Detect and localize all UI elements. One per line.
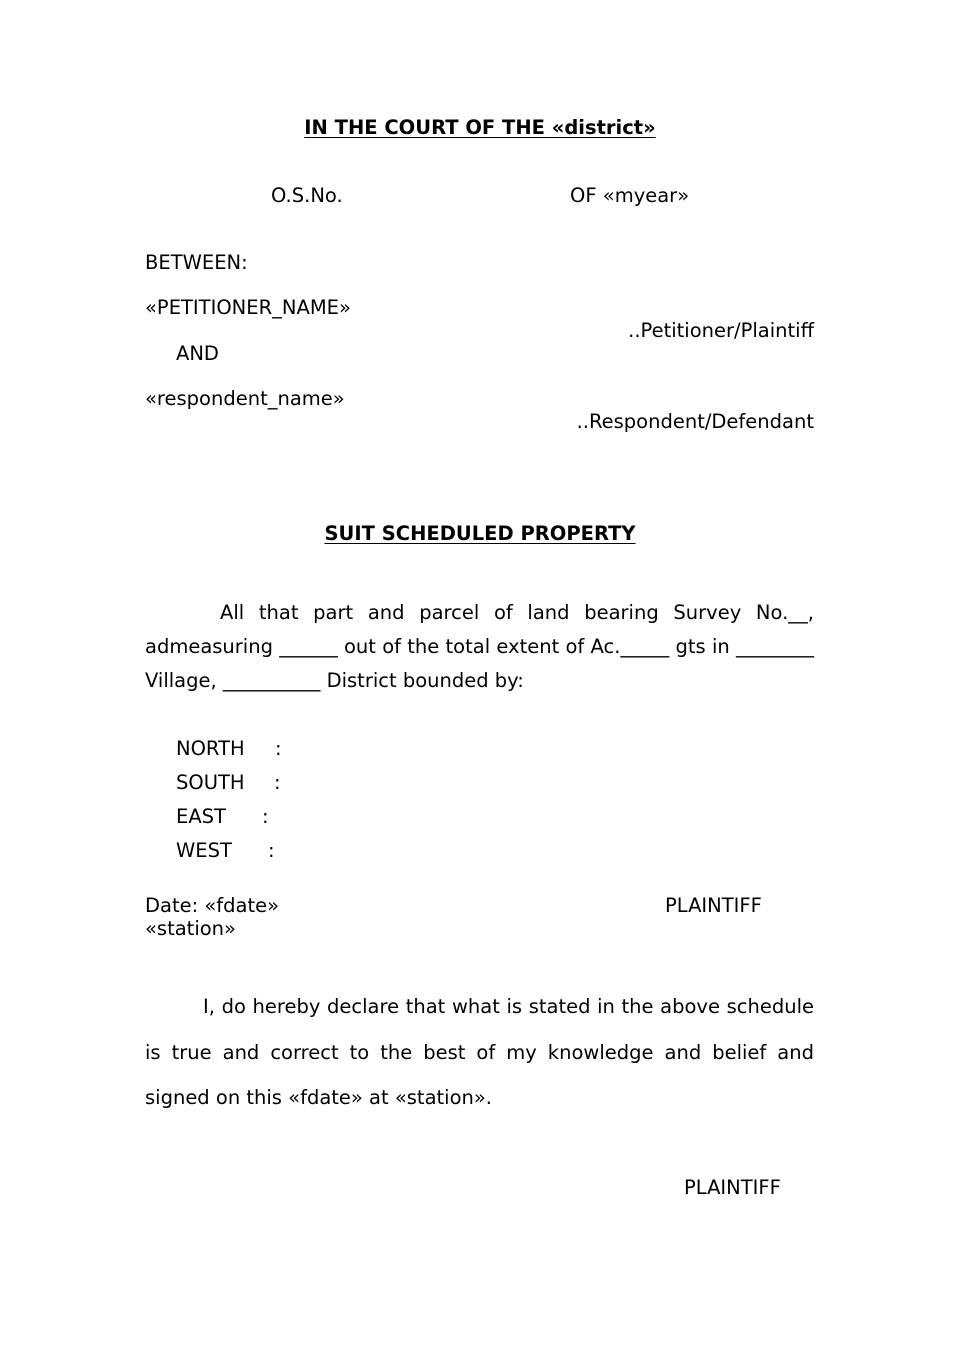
date-line: Date: «fdate»	[145, 894, 280, 917]
boundary-south-colon: :	[274, 771, 281, 794]
boundary-west-label: WEST	[176, 839, 232, 862]
station-line: «station»	[145, 917, 236, 940]
and-label: AND	[176, 342, 219, 365]
case-year-label: OF «myear»	[570, 184, 690, 207]
schedule-title: SUIT SCHEDULED PROPERTY	[324, 522, 636, 545]
boundary-north-label: NORTH	[176, 737, 245, 760]
boundary-south-label: SOUTH	[176, 771, 245, 794]
boundary-east-colon: :	[262, 805, 269, 828]
respondent-name: «respondent_name»	[145, 387, 345, 410]
declaration-text: I, do hereby declare that what is stated in the above schedule is true and correct to the best of my knowledge and belief and signed on this «fdate» at «station».	[145, 995, 814, 1109]
boundary-west-colon: :	[268, 839, 275, 862]
schedule-description: All that part and parcel of land bearing Survey No.__, admeasuring ______ out of the total extent of Ac._____ gts in ________ Village, __________ District bounded by:	[145, 601, 814, 692]
court-title: IN THE COURT OF THE «district»	[304, 116, 656, 139]
plaintiff-signature-2: PLAINTIFF	[684, 1176, 781, 1199]
boundary-north-colon: :	[275, 737, 282, 760]
respondent-role: ..Respondent/Defendant	[576, 410, 814, 433]
petitioner-role: ..Petitioner/Plaintiff	[628, 319, 814, 342]
between-label: BETWEEN:	[145, 251, 248, 274]
plaintiff-signature-1: PLAINTIFF	[665, 894, 762, 917]
boundary-east-label: EAST	[176, 805, 226, 828]
petitioner-name: «PETITIONER_NAME»	[145, 296, 351, 319]
os-number-label: O.S.No.	[271, 184, 343, 207]
